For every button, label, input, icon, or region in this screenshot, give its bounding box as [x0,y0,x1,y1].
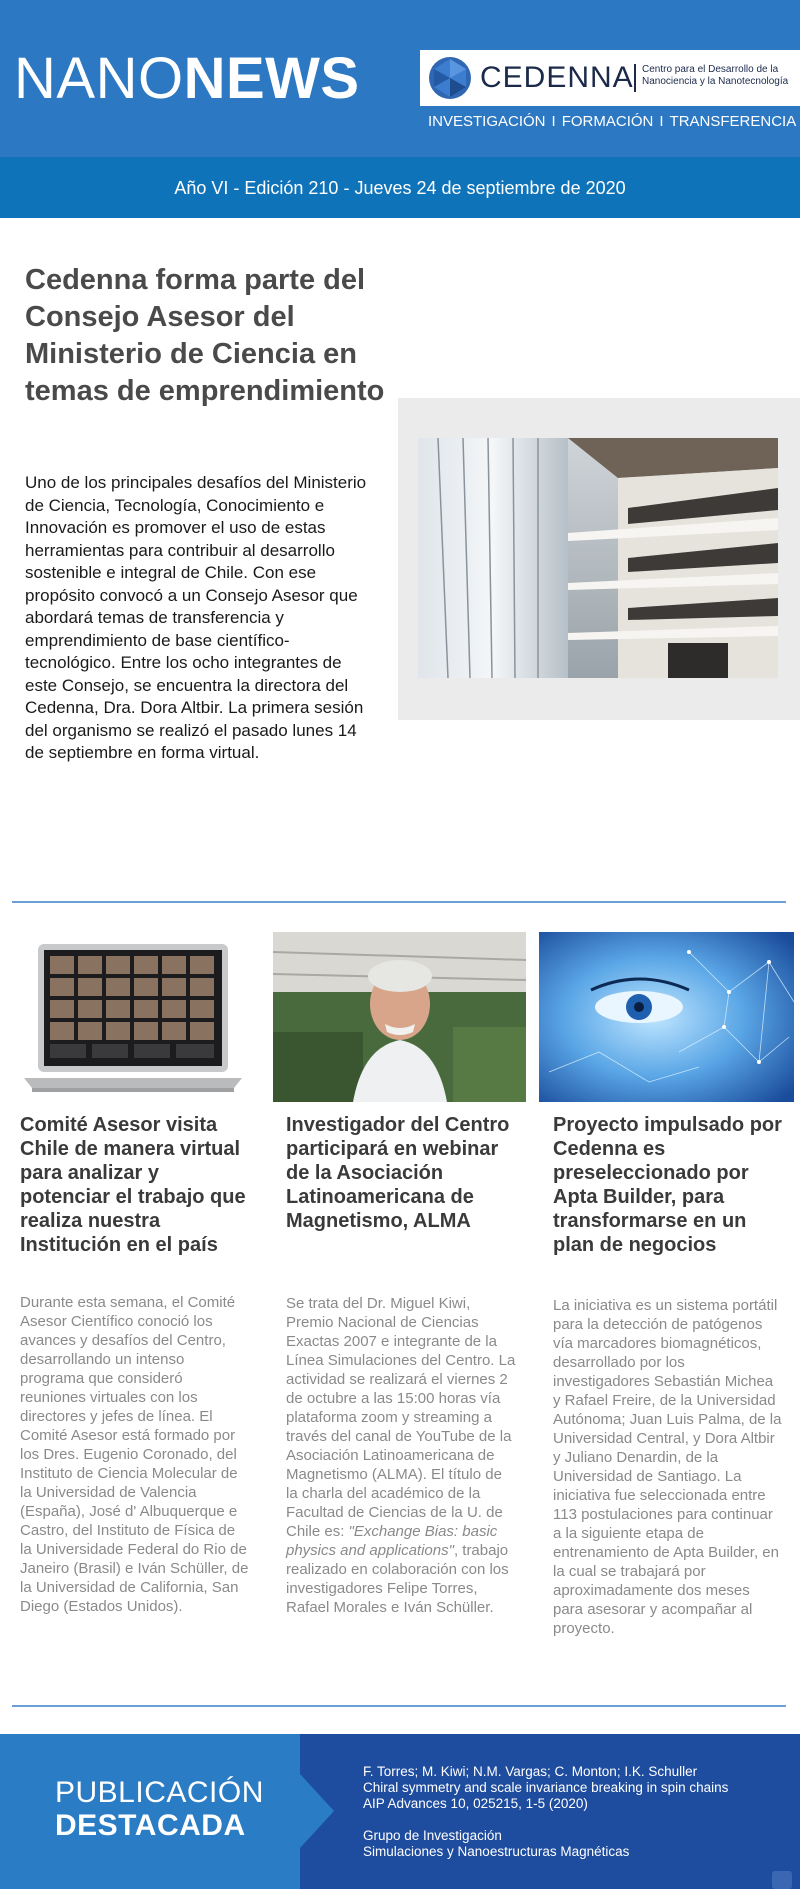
arrow-right-icon [300,1774,334,1848]
article-2-body [286,1294,516,1617]
nav-item-transferencia[interactable]: TRANSFERENCIA [669,113,797,130]
main-article-title[interactable]: Cedenna forma parte del Consejo Asesor del Ministerio de Ciencia en temas de emprendimiento [25,264,385,407]
publication-authors: F. Torres; M. Kiwi; N.M. Vargas; C. Monton; I.K. Schuller [363,1764,698,1779]
brand-title [14,45,360,113]
article-3-title[interactable]: Proyecto impulsado por Cedenna es preseleccionado por Apta Builder, para transformarse en un plan de negocios [553,1114,782,1256]
section-divider [12,901,786,903]
cedenna-logo-icon [428,56,472,100]
brand-title-bold: NEWS [183,46,360,111]
nav-item-investigacion[interactable]: INVESTIGACIÓN [428,113,546,130]
nav-separator: I [551,113,556,130]
article-2-portrait-image[interactable] [273,932,526,1102]
article-2-body-text-end: , trabajo realizado en colaboración con los investigadores Felipe Torres, Rafael Morales e Iván Schüller. [286,1542,509,1616]
cedenna-logo-tagline: Centro para el Desarrollo de la Nanociencia y la Nanotecnología [642,64,789,87]
brand-title-light: NANO [14,46,184,111]
article-1-title[interactable]: Comité Asesor visita Chile de manera virtual para analizar y potenciar el trabajo que realiza nuestra Institución en el país [20,1114,246,1256]
cedenna-logo[interactable] [420,50,800,106]
publication-title: Chiral symmetry and scale invariance breaking in spin chains [363,1780,729,1795]
article-2-talk-title: "Exchange Bias: basic physics and applications" [286,1523,498,1559]
header-nav [428,113,796,131]
featured-publication-heading-line1: PUBLICACIÓN [55,1776,264,1809]
nav-item-formacion[interactable]: FORMACIÓN [561,113,654,130]
header-band [0,0,800,157]
article-2-title[interactable]: Investigador del Centro participará en webinar de la Asociación Latinoamericana de Magnetismo, ALMA [286,1114,510,1232]
edition-band [0,157,800,218]
featured-publication-heading-line2: DESTACADA [55,1809,246,1842]
main-article-photo[interactable] [418,438,778,678]
logo-divider [634,64,636,92]
featured-publication-details[interactable] [363,1764,783,1860]
edition-text: Año VI - Edición 210 - Jueves 24 de septiembre de 2020 [174,178,626,198]
article-3-body: La iniciativa es un sistema portátil para la detección de patógenos vía marcadores biomagnéticos, desarrollado por los investigadores Sebastián Michea y Rafael Freire, de la Universidad Autónoma; Juan Luis Palma, de la Universidad Central, y Dora Altbir y Juliano Denardin, de la Universidad de Santiago. La iniciativa fue seleccionada entre 113 postulaciones para continuar a la siguiente etapa de entrenamiento de Apta Builder, en la cual se trabajará por aproximadamente dos meses para asesorar y acompañar al proyecto. [553,1297,782,1637]
nav-separator: I [659,113,664,130]
corner-widget-icon[interactable] [772,1871,792,1889]
research-group-name: Simulaciones y Nanoestructuras Magnéticas [363,1844,630,1859]
research-group-label: Grupo de Investigación [363,1828,502,1843]
cedenna-logo-name: CEDENNA [480,61,634,94]
section-divider [12,1705,786,1707]
featured-publication-band [0,1734,800,1889]
main-article-image-frame [398,398,800,720]
article-1-laptop-image[interactable] [20,932,246,1102]
article-1-body: Durante esta semana, el Comité Asesor Científico conoció los avances y desafíos del Centro, desarrollando un intenso programa que consideró reuniones virtuales con los directores y jefes de línea. El Comité Asesor está formado por los Dres. Eugenio Coronado, del Instituto de Ciencia Molecular de la Universidad de Valencia (España), José d' Albuquerque e Castro, del Instituto de Física de la Universidade Federal do Rio de Janeiro (Brasil) e Iván Schüller, de la Universidad de California, San Diego (Estados Unidos). [20,1294,249,1615]
article-2-body-text: Se trata del Dr. Miguel Kiwi, Premio Nacional de Ciencias Exactas 2007 e integrante de la Línea Simulaciones del Centro. La actividad se realizará el viernes 2 de octubre a las 15:00 horas vía plataforma zoom y streaming a través del canal de YouTube de la Asociación Latinoamericana de Magnetismo (ALMA). El título de la charla del académico de la Facultad de Ciencias de la U. de Chile es: [286,1295,516,1540]
publication-journal: AIP Advances 10, 025215, 1-5 (2020) [363,1796,588,1811]
main-article-body: Uno de los principales desafíos del Ministerio de Ciencia, Tecnología, Conocimiento e Innovación es promover el uso de estas herramientas para contribuir al desarrollo sostenible e integral de Chile. Con ese propósito convocó a un Consejo Asesor que abordará temas de transferencia y emprendimiento de base científico-tecnológico. Entre los ocho integrantes de este Consejo, se encuentra la directora del Cedenna, Dra. Dora Altbir. La primera sesión del organismo se realizó el pasado lunes 14 de septiembre en forma virtual. [25,473,367,762]
article-3-eye-image[interactable] [539,932,794,1102]
featured-publication-heading [55,1777,295,1843]
